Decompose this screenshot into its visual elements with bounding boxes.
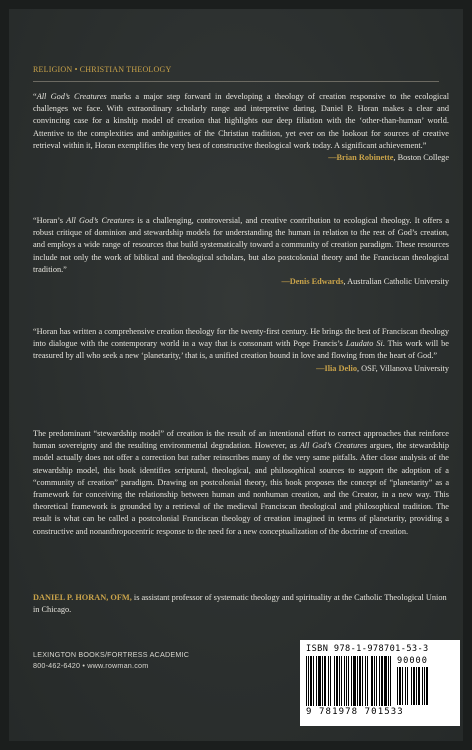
quote-text: is a challenging, controversial, and creative contribution to ecological theology. It offers a robust critique of dominion and stewardship models for understanding the human in relation to the rest of God’s creation, and employs a wide range of resources that build systematically toward a community of creation paradigm. These resources include not only the work of biblical and theological scholars, but also postcolonial theory and the Franciscan theological tradition.” (33, 216, 450, 274)
author-bio (33, 592, 449, 616)
publisher-info (33, 649, 189, 671)
addon-number: 90000 (397, 656, 428, 666)
description-text: argues, the stewardship model actually does not offer a correction but rather reinscribes many of the very same pitfalls. After close analysis of the stewardship model, this book identifies scriptural, theological, and philosophical sources to support the adoption of a “community of creation” paradigm. Drawing on postcolonial theory, this book proposes the concept of “planetarity” as a framework for conceiving the relationship between human and nonhuman creation, and the Creator, in a new way. This theoretical framework is grounded by a retrieval of the medieval Franciscan theological and philosophical tradition. The result is what can be called a postcolonial Franciscan theology of creation imagined in terms of planetarity, providing a constructive and nonanthropocentric response to the need for a new conceptualization of the doctrine of creation. (33, 441, 449, 536)
endorsement-2 (33, 215, 449, 288)
endorsement-text (33, 215, 449, 276)
endorser-name: —Denis Edwards (281, 277, 344, 287)
endorsement-attribution (33, 363, 449, 375)
isbn-number: ISBN 978-1-978701-53-3 (306, 644, 429, 654)
author-name: DANIEL P. HORAN, OFM, (33, 593, 132, 602)
book-title-italic: All God’s Creatures (66, 216, 135, 225)
author-bio-text: is assistant professor of systematic theology and spirituality at the Catholic Theological Union in Chicago. (33, 593, 447, 615)
endorser-name: —Ilia Delio (316, 363, 357, 373)
quote-text: marks a major step forward in developing a theology of creation responsive to the ecological challenges we face. With extraordinary scholarly range and interpretive daring, Daniel P. Horan makes a clear and convincing case for a kinship model of creation that highlights our deep filiation with the ‘other-than-human’ world. Attentive to the complexities and ambiguities of the Christian tradition, yet ever on the lookout for sources of creative retrieval within it, Horan exemplifies the very best of constructive theological work today. A significant achievement.” (33, 92, 450, 150)
description-text: The predominant “stewardship model” of creation is the result of an intentional effort to correct approaches that reinforce human sovereignty and the resulting environmental degradation. However, as (33, 429, 449, 451)
quote-text: “Horan’s (33, 216, 67, 225)
publisher-contact: 800-462-6420 • www.rowman.com (33, 661, 149, 670)
ean-barcode-bars (306, 656, 391, 706)
endorsement-text (33, 326, 449, 363)
ean-digits: 9 781978 701533 (306, 707, 404, 717)
isbn-barcode (300, 640, 460, 726)
endorsement-text (33, 91, 449, 152)
price-addon (397, 656, 428, 705)
quote-text: . This work will be treasured by all who seek a new ‘planetarity,’ that is, a unified creation bound in love and flowing from the heart of God.” (33, 339, 449, 361)
addon-barcode-bars (397, 667, 428, 705)
endorsement-3 (33, 326, 449, 375)
book-title-italic: All God’s Creatures (36, 92, 107, 101)
divider-rule (33, 81, 439, 82)
category-label: RELIGION • CHRISTIAN THEOLOGY (33, 65, 172, 74)
book-description (33, 428, 449, 538)
book-title-italic: All God’s Creatures (299, 441, 367, 451)
endorser-affiliation: , Australian Catholic University (343, 277, 449, 287)
endorser-name: —Brian Robinette (328, 153, 394, 163)
barcode-bar (426, 667, 428, 705)
barcode-bar (390, 656, 391, 706)
quote-text: “Horan has written a comprehensive creation theology for the twenty-first century. He brings the best of Franciscan theology into dialogue with the contemporary world in a way that is consonant with Pope Francis’s (33, 327, 449, 349)
endorser-affiliation: , OSF, Villanova University (356, 363, 449, 373)
quote-text: “ (33, 92, 37, 101)
endorser-affiliation: , Boston College (393, 153, 449, 163)
endorsement-attribution (33, 276, 449, 288)
endorsement-1 (33, 91, 449, 164)
encyclical-title-italic: Laudato Si (345, 339, 383, 349)
barcode-bars-row (306, 656, 454, 706)
publisher-name: LEXINGTON BOOKS/FORTRESS ACADEMIC (33, 650, 190, 659)
endorsement-attribution (33, 152, 449, 164)
